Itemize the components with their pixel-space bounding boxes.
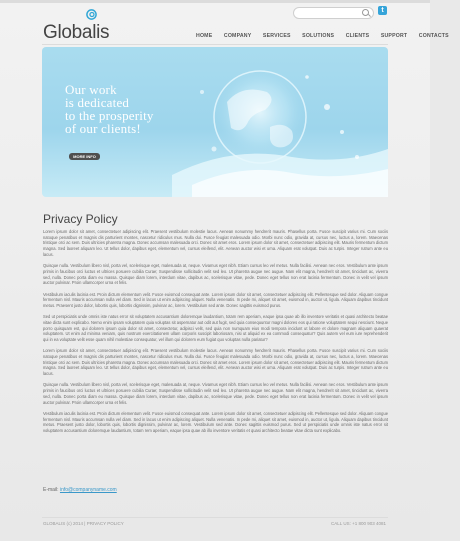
nav-contacts[interactable]: CONTACTS [418, 33, 449, 39]
paragraph: Quisque nulla. Vestibulum libero nisl, porta vel, scelerisque eget, malesuada at, neque. Vivamus eget nibh. Etiam cursus leo vel metus. Nulla facilisi. Aenean nec eros. Vestibulum ante ipsum primis in faucibus orci luctus et ultrices posuere cubilia Curae; Suspendisse sollicitudin velit sed leo. Ut pharetra augue nec augue. Nam elit magna, hendrerit sit amet, tincidunt ac, viverra sed, nulla. Donec porta diam eu massa. Quisque diam lorem, interdum vitae, dapibus ac, scelerisque vitae, pede. Donec eget tellus non erat lacinia fermentum. Donec in velit vel ipsum auctor pulvinar. Proin ullamcorper urna et felis. [43, 263, 388, 286]
email-link[interactable]: info@companyname.com [59, 487, 117, 493]
nav-clients[interactable]: CLIENTS [345, 33, 370, 39]
logo[interactable]: Globalis [43, 22, 110, 43]
more-info-button[interactable]: MORE INFO [69, 153, 100, 160]
hero-headline [65, 83, 154, 135]
twitter-icon[interactable]: t [378, 6, 387, 15]
hero-banner [42, 47, 388, 197]
hero-line: to the prosperity [65, 108, 154, 123]
nav-services[interactable]: SERVICES [262, 33, 291, 39]
contact-email [43, 487, 117, 493]
main-nav [196, 33, 460, 39]
nav-solutions[interactable]: SOLUTIONS [302, 33, 335, 39]
nav-support[interactable]: SUPPORT [380, 33, 408, 39]
paragraph: Vestibulum iaculis lacinia est. Proin dictum elementum velit. Fusce euismod consequat ante. Lorem ipsum dolor sit amet, consectetuer adipiscing elit. Pellentesque sed dolor. Aliquam congue fermentum nisl. Mauris accumsan nulla vel diam. Sed in lacus ut enim adipiscing aliquet. Nulla venenatis. In pede mi, aliquet sit amet, euismod in, auctor ut, ligula. Aliquam dapibus tincidunt metus. Praesent justo dolor, lobortis quis, lobortis dignissim, pulvinar ac, lorem. Vestibulum sed ante. Donec sagittis euismod purus. [43, 291, 388, 308]
hero-line: of our clients! [65, 121, 141, 136]
top-bar [0, 0, 430, 3]
paragraph: Vestibulum iaculis lacinia est. Proin dictum elementum velit. Fusce euismod consequat ante. Lorem ipsum dolor sit amet, consectetuer adipiscing elit. Pellentesque sed dolor. Aliquam congue fermentum nisl. Mauris accumsan nulla vel diam. Sed in lacus ut enim adipiscing aliquet. Nulla venenatis. In pede mi, aliquet sit amet, euismod in, auctor ut, ligula. Aliquam dapibus tincidunt metus. Praesent justo dolor, lobortis quis, lobortis dignissim, pulvinar ac, lorem. Vestibulum sed ante. Donec sagittis euismod purus. Sed ut perspiciatis unde omnis iste natus error sit voluptatem accusantium doloremque laudantium, totam rem aperiam, eaque ipsa quae ab illo inventore veritatis et quasi architecto beatae vitae dicta sunt explicabo. [43, 410, 388, 433]
paragraph: Quisque nulla. Vestibulum libero nisl, porta vel, scelerisque eget, malesuada at, neque. Vivamus eget nibh. Etiam cursus leo vel metus. Nulla facilisi. Aenean nec eros. Vestibulum ante ipsum primis in faucibus orci luctus et ultrices posuere cubilia Curae; Suspendisse sollicitudin velit sed leo. Ut pharetra augue nec augue. Nam elit magna, hendrerit sit amet, tincidunt ac, viverra sed, nulla. Donec porta diam eu massa. Quisque diam lorem, interdum vitae, dapibus ac, scelerisque vitae, pede. Donec eget tellus non erat lacinia fermentum. Donec in velit vel ipsum auctor pulvinar. Proin ullamcorper urna et felis. [43, 382, 388, 405]
email-label: E-mail: [43, 487, 59, 493]
page-title: Privacy Policy [43, 212, 118, 226]
hero-line: is dedicated [65, 95, 130, 110]
footer-divider [42, 517, 388, 518]
nav-company[interactable]: COMPANY [223, 33, 252, 39]
search-icon[interactable] [362, 9, 369, 16]
policy-content [43, 229, 388, 439]
logo-swirl-icon [86, 9, 97, 20]
nav-home[interactable]: HOME [196, 33, 213, 39]
hero-line: Our work [65, 82, 117, 97]
search-input[interactable] [293, 7, 374, 19]
nav-divider [42, 44, 388, 45]
paragraph: Sed ut perspiciatis unde omnis iste natus error sit voluptatem accusantium doloremque laudantium, totam rem aperiam, eaque ipsa quae ab illo inventore veritatis et quasi architecto beatae vitae dicta sunt explicabo. Nemo enim ipsam voluptatem quia voluptas sit aspernatur aut odit aut fugit, sed quia consequuntur magni dolores eos qui ratione voluptatem sequi nesciunt. Neque porro quisquam est, qui dolorem ipsum quia dolor sit amet, consectetur, adipisci velit, sed quia non numquam eius modi tempora incidunt ut labore et dolore magnam aliquam quaerat voluptatem. Ut enim ad minima veniam, quis nostrum exercitationem ullam corporis suscipit laboriosam, nisi ut aliquid ex ea commodi consequatur? Quis autem vel eum iure reprehenderit qui in ea voluptate velit esse quam nihil molestiae consequatur, vel illum qui dolorem eum fugiat quo voluptas nulla pariatur? [43, 314, 388, 343]
paragraph: Lorem ipsum dolor sit amet, consectetuer adipiscing elit. Praesent vestibulum molestie lacus. Aenean nonummy hendrerit mauris. Phasellus porta. Fusce suscipit varius mi. Cum sociis natoque penatibus et magnis dis parturient montes, nascetur ridiculus mus. Nulla dui. Fusce feugiat malesuada odio. Morbi nunc odio, gravida at, cursus nec, luctus a, lorem. Maecenas tristique orci ac sem. Duis ultricies pharetra magna. Donec accumsan malesuada orci. Donec sit amet eros. Lorem ipsum dolor sit amet, consectetuer adipiscing elit. Mauris fermentum dictum magna. Sed laoreet aliquam leo. Ut tellus dolor, dapibus eget, elementum vel, cursus eleifend, elit. Aenean auctor wisi et urna. Aliquam erat volutpat. Duis ac turpis. Integer rutrum ante eu lacus. [43, 348, 388, 377]
paragraph: Lorem ipsum dolor sit amet, consectetuer adipiscing elit. Praesent vestibulum molestie lacus. Aenean nonummy hendrerit mauris. Phasellus porta. Fusce suscipit varius mi. Cum sociis natoque penatibus et magnis dis parturient montes, nascetur ridiculus mus. Nulla dui. Fusce feugiat malesuada odio. Morbi nunc odio, gravida at, cursus nec, luctus a, lorem. Maecenas tristique orci ac sem. Duis ultricies pharetra magna. Donec accumsan malesuada orci. Donec sit amet eros. Lorem ipsum dolor sit amet, consectetuer adipiscing elit. Mauris fermentum dictum magna. Sed laoreet aliquam leo. Ut tellus dolor, dapibus eget, elementum vel, cursus eleifend, elit. Aenean auctor wisi et urna. Aliquam erat volutpat. Duis ac turpis. Integer rutrum ante eu lacus. [43, 229, 388, 257]
footer-phone: CALL US: +1 800 903 4081 [331, 521, 386, 526]
footer-copyright[interactable]: GLOBALIS (c) 2014 | PRIVACY POLICY [43, 521, 124, 526]
